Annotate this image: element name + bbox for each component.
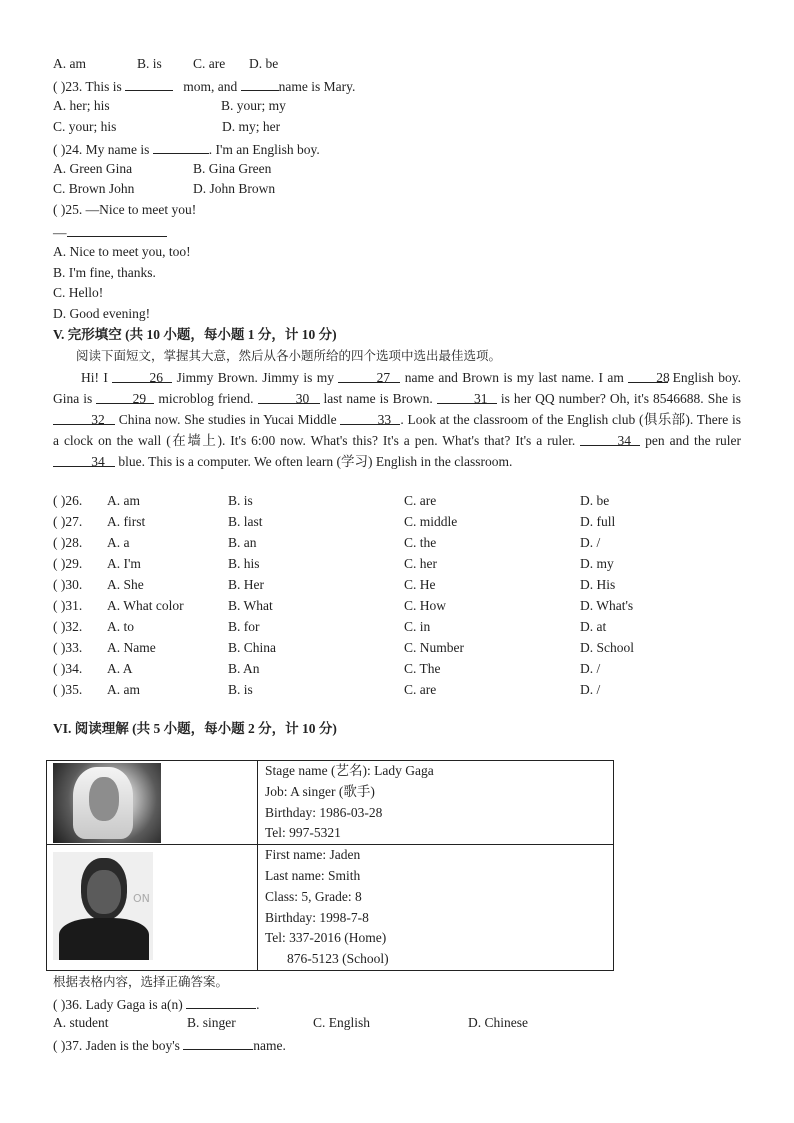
q36-text: . <box>256 997 260 1012</box>
section-6-instruction: 根据表格内容，选择正确答案。 <box>53 974 229 989</box>
q25-option-d: D. Good evening! <box>53 306 151 321</box>
q23-blank-1 <box>125 75 173 91</box>
q23-paren: ( )23. <box>53 79 83 94</box>
passage-text: is her QQ number? Oh, it's 8546688. She is <box>496 391 741 406</box>
q36-option-a: A. student <box>53 1015 109 1030</box>
passage-text: . Look at the classroom of the English club (俱乐部). There is a clock on the wall (在墙上). It's 6:00 now. What's this? It's a pen. What's that? It's a ruler. <box>53 412 741 448</box>
q23-option-c: C. your; his <box>53 119 117 134</box>
option-b: B. An <box>228 661 260 676</box>
q23-text: name is Mary. <box>278 79 356 94</box>
option-c: C. How <box>404 598 447 613</box>
section-6-title: VI. 阅读理解 (共 5 小题，每小题 2 分，计 10 分) <box>53 721 337 736</box>
option-d: D. What's <box>580 598 634 613</box>
question-number: ( )28. <box>53 535 83 550</box>
passage-text: China now. She studies in Yucai Middle <box>115 412 341 427</box>
q23-option-b: B. your; my <box>221 98 286 113</box>
jaden-first-name: First name: Jaden <box>265 847 361 863</box>
q37-text: name. <box>253 1038 286 1053</box>
photo-face <box>89 777 119 821</box>
option-b: B. is <box>228 682 253 697</box>
jaden-birthday: Birthday: 1998-7-8 <box>265 909 369 925</box>
question-number: ( )26. <box>53 493 83 508</box>
q23-text: mom, and <box>183 79 238 94</box>
q25-stem <box>53 200 196 220</box>
option-d: D. / <box>580 682 601 697</box>
q24-text: My name is <box>85 142 150 157</box>
jaden-tel-school: 876-5123 (School) <box>287 951 389 967</box>
passage-text: name and Brown is my last name. I am <box>400 370 629 385</box>
lady-gaga-photo <box>53 763 161 843</box>
option-d: D. my <box>580 556 614 571</box>
q25-dash: — <box>53 225 67 240</box>
option-a: A. A <box>107 661 133 676</box>
option-b: B. his <box>228 556 260 571</box>
option-c: C. Number <box>404 640 464 655</box>
option-c: C. are <box>404 493 437 508</box>
option-d: D. at <box>580 619 607 634</box>
q25-text: —Nice to meet you! <box>85 202 197 217</box>
q23-option-d: D. my; her <box>222 119 281 134</box>
jaden-class: Class: 5, Grade: 8 <box>265 888 362 904</box>
gaga-info <box>258 761 614 845</box>
q36-text: Lady Gaga is a(n) <box>85 997 183 1012</box>
option-a: A. first <box>107 514 146 529</box>
q36-option-c: C. English <box>313 1015 371 1030</box>
q22-option-b: B. is <box>137 56 162 71</box>
question-number: ( )31. <box>53 598 83 613</box>
passage-text: Hi! I <box>81 370 113 385</box>
jaden-last-name: Last name: Smith <box>265 867 361 883</box>
q36-option-d: D. Chinese <box>468 1015 528 1030</box>
gaga-stage-name: Stage name (艺名): Lady Gaga <box>265 763 434 778</box>
option-b: B. last <box>228 514 263 529</box>
info-row-gaga <box>47 761 614 845</box>
question-number: ( )32. <box>53 619 83 634</box>
q24-option-c: C. Brown John <box>53 181 135 196</box>
option-c: C. The <box>404 661 441 676</box>
option-d: D. His <box>580 577 616 592</box>
q25-option-c: C. Hello! <box>53 285 104 300</box>
option-c: C. middle <box>404 514 458 529</box>
q25-paren: ( )25. <box>53 202 83 217</box>
photo-face <box>87 870 121 914</box>
q36-option-b: B. singer <box>187 1015 236 1030</box>
option-d: D. be <box>580 493 610 508</box>
q24-stem <box>53 138 320 158</box>
option-a: A. I'm <box>107 556 141 571</box>
option-b: B. for <box>228 619 260 634</box>
jaden-info <box>258 845 614 971</box>
gaga-birthday: Birthday: 1986-03-28 <box>265 804 383 820</box>
q24-option-d: D. John Brown <box>193 181 276 196</box>
option-b: B. is <box>228 493 253 508</box>
q22-option-d: D. be <box>249 56 279 71</box>
option-d: D. / <box>580 661 601 676</box>
section-5-title: V. 完形填空 (共 10 小题，每小题 1 分，计 10 分) <box>53 327 337 342</box>
option-d: D. / <box>580 535 601 550</box>
question-number: ( )27. <box>53 514 83 529</box>
q23-option-a: A. her; his <box>53 98 110 113</box>
blank-26: 26 <box>112 367 172 383</box>
q24-paren: ( )24. <box>53 142 83 157</box>
option-a: A. am <box>107 493 140 508</box>
option-c: C. the <box>404 535 437 550</box>
question-number: ( )30. <box>53 577 83 592</box>
option-d: D. full <box>580 514 616 529</box>
q24-blank <box>153 138 209 154</box>
option-a: A. What color <box>107 598 184 613</box>
info-row-jaden <box>47 845 614 971</box>
passage-text: Jimmy Brown. Jimmy is my <box>172 370 339 385</box>
question-number: ( )33. <box>53 640 83 655</box>
blank-30: 30 <box>258 388 320 404</box>
passage-text: pen and the ruler <box>640 433 741 448</box>
blank-28: 28 <box>628 367 668 383</box>
q24-option-a: A. Green Gina <box>53 161 133 176</box>
q25-option-a: A. Nice to meet you, too! <box>53 244 191 259</box>
blank-29: 29 <box>96 388 154 404</box>
option-c: C. He <box>404 577 436 592</box>
q24-text: . I'm an English boy. <box>208 142 320 157</box>
option-c: C. her <box>404 556 437 571</box>
option-c: C. are <box>404 682 437 697</box>
q36-paren: ( )36. <box>53 997 83 1012</box>
q22-option-a: A. am <box>53 56 86 71</box>
photo-cell <box>47 761 258 845</box>
option-c: C. in <box>404 619 431 634</box>
blank-34a: 34 <box>580 430 640 446</box>
q37-blank <box>183 1034 253 1050</box>
option-b: B. China <box>228 640 277 655</box>
passage-text: microblog friend. <box>154 391 258 406</box>
q24-option-b: B. Gina Green <box>193 161 272 176</box>
q37-stem <box>53 1034 286 1054</box>
photo-body <box>59 918 149 960</box>
info-table <box>46 760 614 971</box>
option-a: A. am <box>107 682 140 697</box>
option-a: A. She <box>107 577 144 592</box>
cloze-passage <box>53 367 741 472</box>
photo-background-text: ON <box>133 892 150 906</box>
question-number: ( )35. <box>53 682 83 697</box>
q36-stem <box>53 993 259 1013</box>
question-number: ( )34. <box>53 661 83 676</box>
q23-blank-2 <box>241 75 279 91</box>
q37-text: Jaden is the boy's <box>85 1038 180 1053</box>
photo-cell <box>47 845 258 971</box>
option-b: B. Her <box>228 577 264 592</box>
option-b: B. an <box>228 535 257 550</box>
q36-blank <box>186 993 256 1009</box>
option-a: A. to <box>107 619 134 634</box>
jaden-photo <box>53 852 153 960</box>
section-5-instruction: 阅读下面短文，掌握其大意，然后从各小题所给的四个选项中选出最佳选项。 <box>76 348 502 363</box>
option-a: A. Name <box>107 640 156 655</box>
blank-27: 27 <box>338 367 400 383</box>
blank-34b: 34 <box>53 451 115 467</box>
blank-33: 33 <box>340 409 400 425</box>
gaga-tel: Tel: 997-5321 <box>265 825 341 841</box>
q22-option-c: C. are <box>193 56 226 71</box>
question-number: ( )29. <box>53 556 83 571</box>
option-d: D. School <box>580 640 634 655</box>
option-a: A. a <box>107 535 130 550</box>
q23-stem <box>53 75 355 95</box>
q25-option-b: B. I'm fine, thanks. <box>53 265 156 280</box>
q25-blank <box>67 221 167 237</box>
passage-text: English boy. Gina is <box>53 370 742 406</box>
blank-31: 31 <box>437 388 497 404</box>
option-b: B. What <box>228 598 273 613</box>
passage-text: last name is Brown. <box>319 391 437 406</box>
jaden-tel-home: Tel: 337-2016 (Home) <box>265 930 387 946</box>
q25-answer-line <box>53 221 167 241</box>
gaga-job: Job: A singer (歌手) <box>265 783 375 799</box>
blank-32: 32 <box>53 409 115 425</box>
passage-text: blue. This is a computer. We often learn (学习) English in the classroom. <box>115 454 513 469</box>
q23-text: This is <box>85 79 122 94</box>
q37-paren: ( )37. <box>53 1038 83 1053</box>
